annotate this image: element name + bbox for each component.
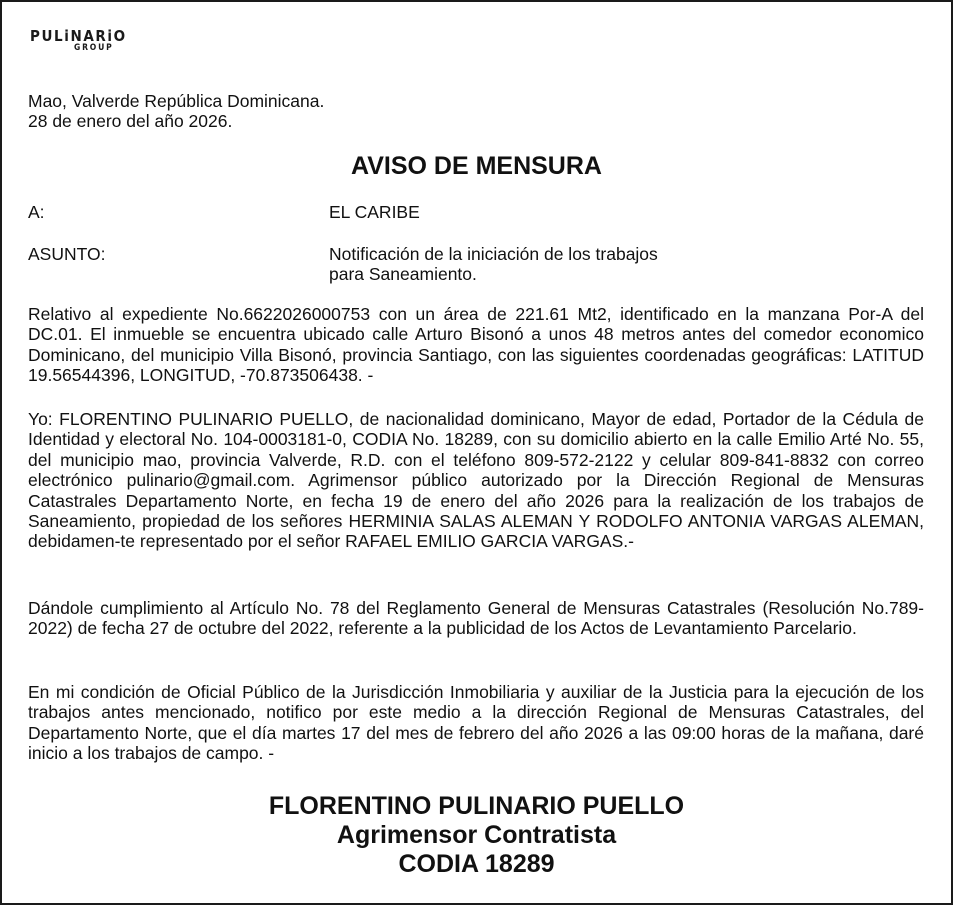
to-value: EL CARIBE — [329, 202, 420, 222]
signature-role: Agrimensor Contratista — [336, 821, 617, 849]
signature-codia: CODIA 18289 — [398, 850, 555, 878]
document-title: AVISO DE MENSURA — [351, 152, 602, 180]
paragraph-regulation: Dándole cumplimiento al Artículo No. 78 del Reglamento General de Mensuras Catastrales (Resolución No.789-2022) de fecha 27 de octubre del 2022, referente a la publicidad de los Actos de Levantamiento Parcelario. — [28, 598, 924, 639]
logo-name: PULiNARiO — [30, 27, 127, 45]
subject-label: ASUNTO: — [28, 244, 106, 264]
company-logo — [30, 28, 190, 56]
header-date: 28 de enero del año 2026. — [28, 111, 233, 131]
paragraph-expediente: Relativo al expediente No.6622026000753 con un área de 221.61 Mt2, identificado en la manzana Por-A del DC.01. El inmueble se encuentra ubicado calle Arturo Bisonó a unos 48 metros antes del comedor economico Dominicano, del municipio Villa Bisonó, provincia Santiago, con las siguientes coordenadas geográficas: LATITUD 19.56544396, LONGITUD, -70.873506438. - — [28, 304, 924, 386]
subject-value: Notificación de la iniciación de los trabajos para Saneamiento. — [329, 244, 658, 284]
paragraph-notification: En mi condición de Oficial Público de la Jurisdicción Inmobiliaria y auxiliar de la Justicia para la ejecución de los trabajos antes mencionado, notifico por este medio a la dirección Regional de Mensuras Catastrales, del Departamento Norte, que el día martes 17 del mes de febrero del año 2026 a las 09:00 horas de la mañana, daré inicio a los trabajos de campo. - — [28, 682, 924, 764]
signature-name: FLORENTINO PULINARIO PUELLO — [268, 792, 685, 820]
logo-sub: GROUP — [74, 43, 114, 53]
to-label: A: — [28, 202, 45, 222]
paragraph-declarant: Yo: FLORENTINO PULINARIO PUELLO, de nacionalidad dominicano, Mayor de edad, Portador de la Cédula de Identidad y electoral No. 104-0003181-0, CODIA No. 18289, con su domicilio abierto en la calle Emilio Arté No. 55, del municipio mao, provincia Valverde, R.D. con el teléfono 809-572-2122 y celular 809-841-8832 con correo electrónico pulinario@gmail.com. Agrimensor público autorizado por la Dirección Regional de Mensuras Catastrales Departamento Norte, en fecha 19 de enero del año 2026 para la realización de los trabajos de Saneamiento, propiedad de los señores HERMINIA SALAS ALEMAN Y RODOLFO ANTONIA VARGAS ALEMAN, debidamen-te representado por el señor RAFAEL EMILIO GARCIA VARGAS.- — [28, 409, 924, 552]
header-place: Mao, Valverde República Dominicana. — [28, 91, 325, 111]
